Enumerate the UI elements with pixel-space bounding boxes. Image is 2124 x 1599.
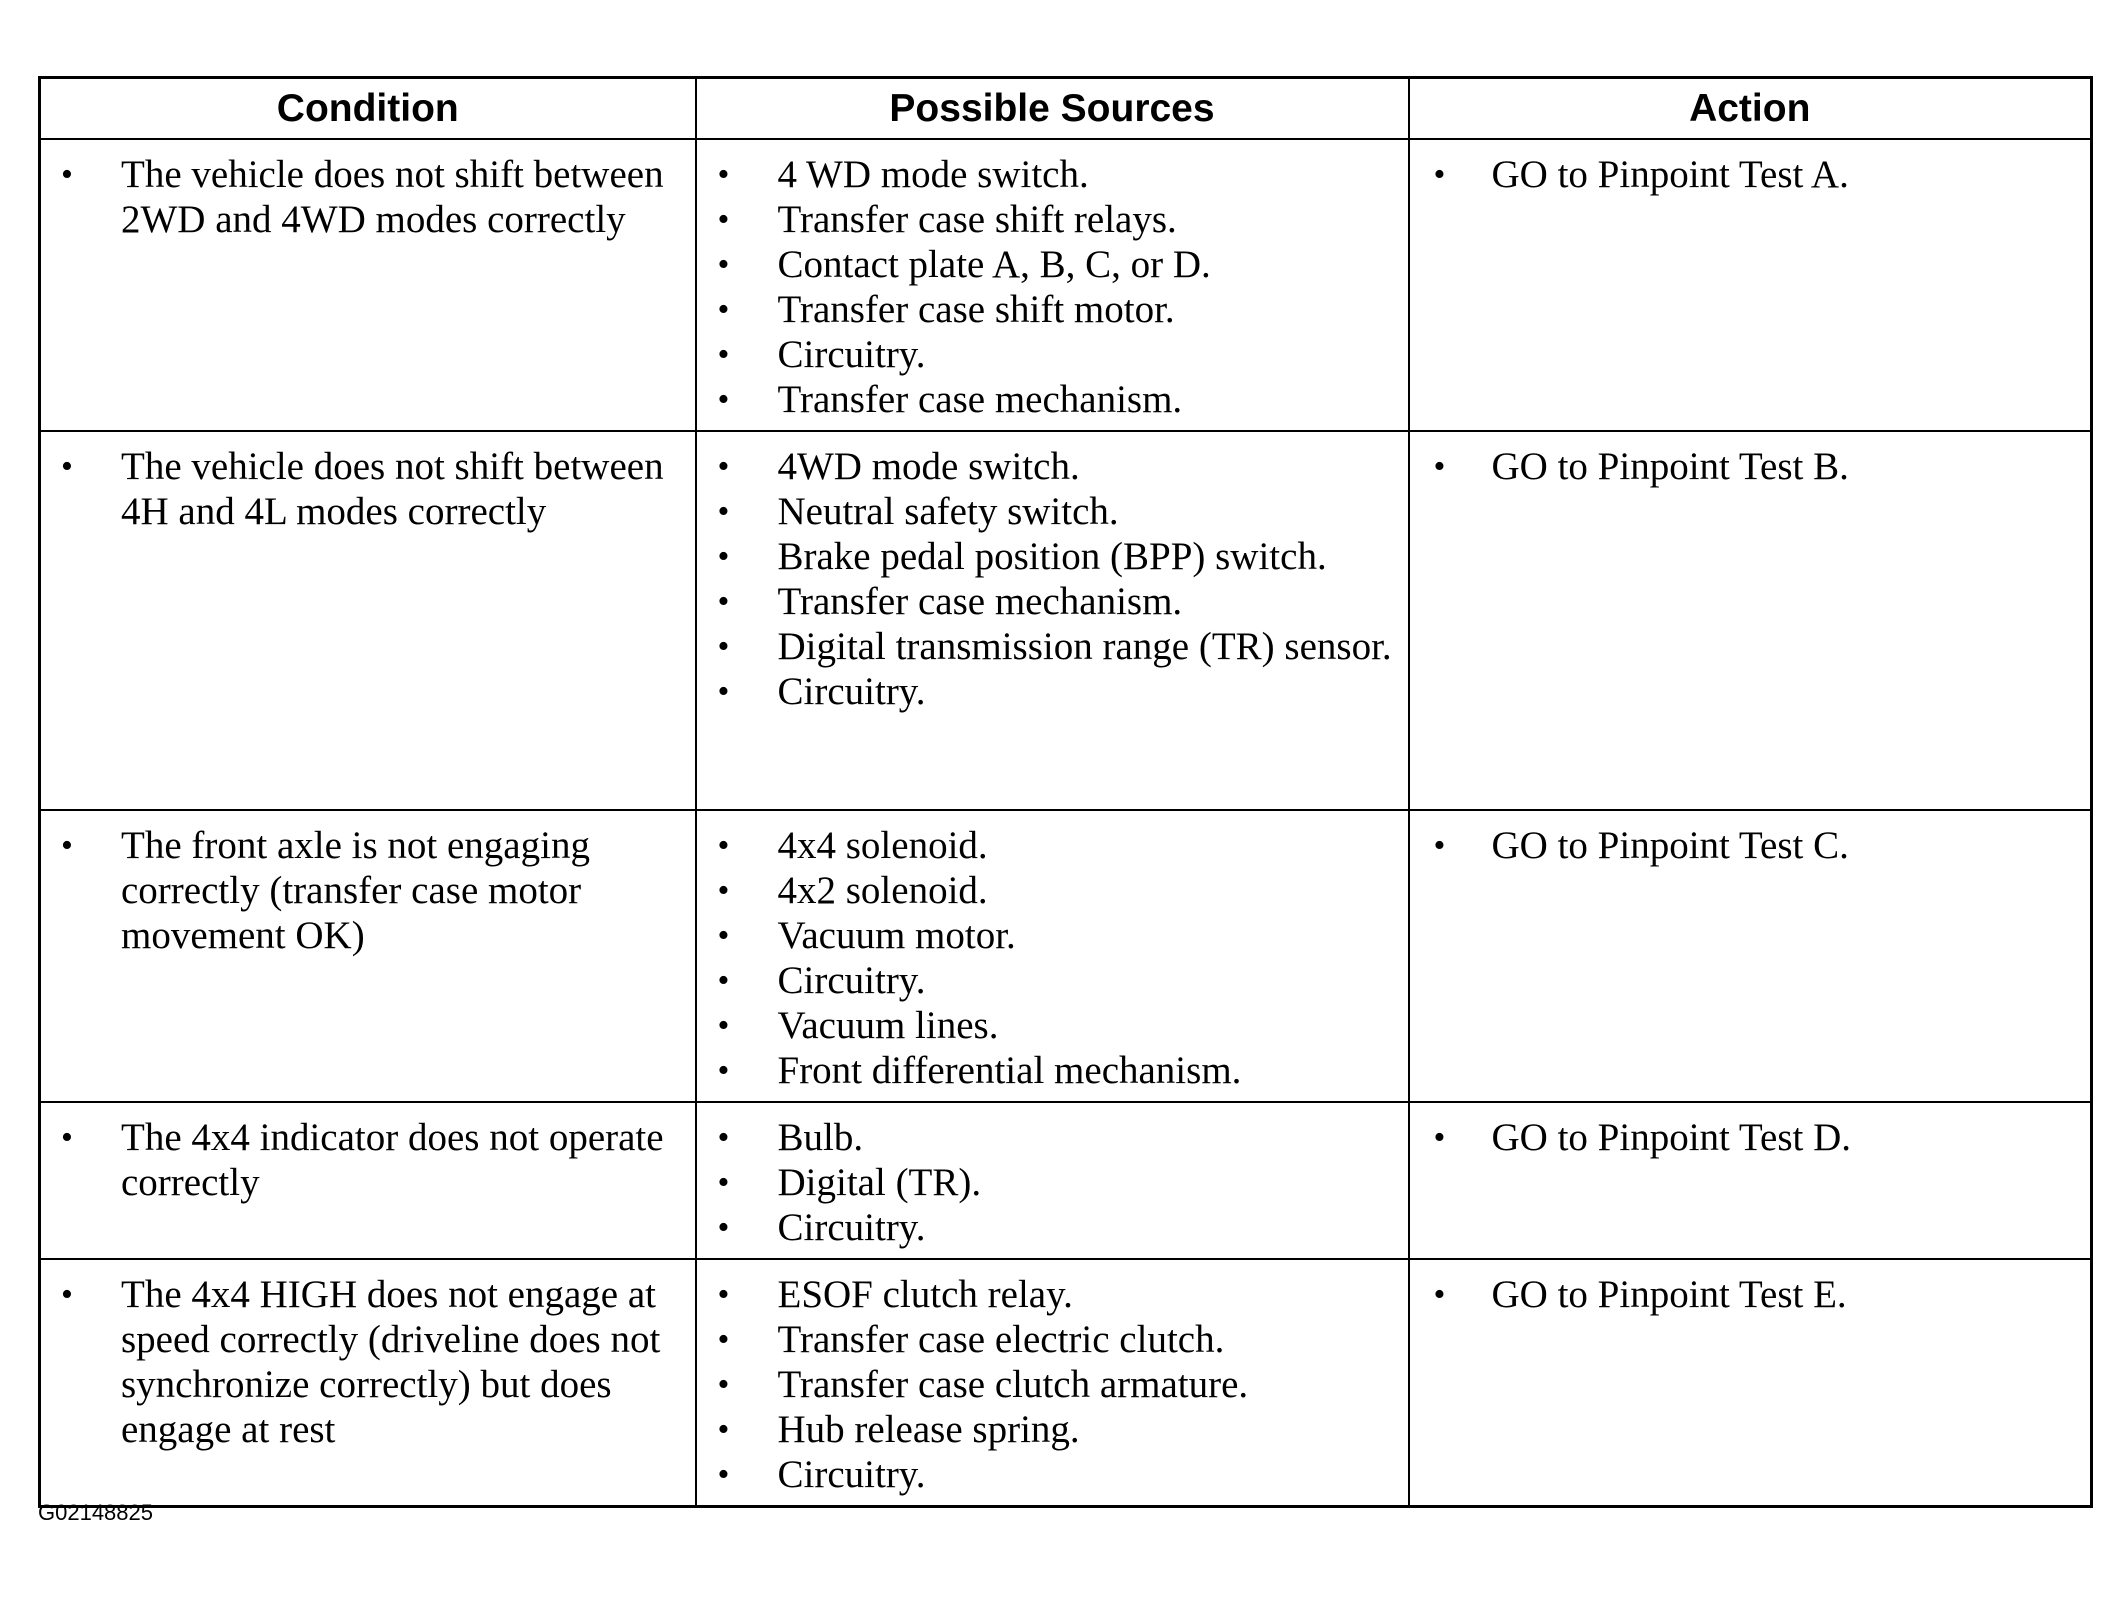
action-list	[1410, 1115, 2083, 1160]
table-row	[40, 810, 2092, 1102]
source-item: • Circuitry.	[697, 669, 1400, 714]
action-cell	[1409, 1102, 2092, 1259]
condition-cell	[40, 1259, 696, 1507]
condition-cell	[40, 810, 696, 1102]
table-row	[40, 1102, 2092, 1259]
source-item: • Circuitry.	[697, 958, 1400, 1003]
sources-cell	[696, 810, 1409, 1102]
condition-item: • The vehicle does not shift between 2WD and 4WD modes correctly	[41, 152, 687, 242]
condition-list	[41, 444, 687, 534]
action-list	[1410, 152, 2083, 197]
action-item: • GO to Pinpoint Test A.	[1410, 152, 2083, 197]
sources-list	[697, 152, 1400, 422]
action-cell	[1409, 431, 2092, 810]
diagnosis-table	[38, 76, 2093, 1508]
sources-cell	[696, 139, 1409, 431]
source-item: • Transfer case mechanism.	[697, 579, 1400, 624]
condition-list	[41, 152, 687, 242]
sources-cell	[696, 1259, 1409, 1507]
action-cell	[1409, 139, 2092, 431]
source-item: • Neutral safety switch.	[697, 489, 1400, 534]
source-item: • Digital transmission range (TR) sensor.	[697, 624, 1400, 669]
action-item: • GO to Pinpoint Test B.	[1410, 444, 2083, 489]
action-item: • GO to Pinpoint Test D.	[1410, 1115, 2083, 1160]
sources-cell	[696, 1102, 1409, 1259]
action-item: • GO to Pinpoint Test E.	[1410, 1272, 2083, 1317]
header-condition: Condition	[40, 78, 696, 140]
table-row	[40, 431, 2092, 810]
source-item: • 4x2 solenoid.	[697, 868, 1400, 913]
condition-cell	[40, 431, 696, 810]
condition-list	[41, 1115, 687, 1205]
condition-list	[41, 823, 687, 958]
action-cell	[1409, 810, 2092, 1102]
action-item: • GO to Pinpoint Test C.	[1410, 823, 2083, 868]
source-item: • Transfer case shift motor.	[697, 287, 1400, 332]
source-item: • 4 WD mode switch.	[697, 152, 1400, 197]
header-possible-sources: Possible Sources	[696, 78, 1409, 140]
action-list	[1410, 823, 2083, 868]
source-item: • Transfer case shift relays.	[697, 197, 1400, 242]
source-item: • 4WD mode switch.	[697, 444, 1400, 489]
source-item: • Vacuum lines.	[697, 1003, 1400, 1048]
sources-list	[697, 444, 1400, 714]
source-item: • Contact plate A, B, C, or D.	[697, 242, 1400, 287]
header-row	[40, 78, 2092, 140]
source-item: • Transfer case mechanism.	[697, 377, 1400, 422]
sources-list	[697, 823, 1400, 1093]
action-list	[1410, 444, 2083, 489]
action-cell	[1409, 1259, 2092, 1507]
source-item: • Digital (TR).	[697, 1160, 1400, 1205]
header-action: Action	[1409, 78, 2092, 140]
condition-cell	[40, 139, 696, 431]
condition-cell	[40, 1102, 696, 1259]
table-row	[40, 1259, 2092, 1507]
source-item: • 4x4 solenoid.	[697, 823, 1400, 868]
sources-cell	[696, 431, 1409, 810]
source-item: • Circuitry.	[697, 1205, 1400, 1250]
condition-item: • The 4x4 indicator does not operate correctly	[41, 1115, 687, 1205]
source-item: • Circuitry.	[697, 1452, 1400, 1497]
table-row	[40, 139, 2092, 431]
sources-list	[697, 1272, 1400, 1497]
source-item: • Brake pedal position (BPP) switch.	[697, 534, 1400, 579]
condition-item: • The 4x4 HIGH does not engage at speed correctly (driveline does not synchronize correctly) but does engage at rest	[41, 1272, 687, 1452]
action-list	[1410, 1272, 2083, 1317]
source-item: • ESOF clutch relay.	[697, 1272, 1400, 1317]
condition-item: • The front axle is not engaging correctly (transfer case motor movement OK)	[41, 823, 687, 958]
condition-list	[41, 1272, 687, 1452]
figure-id: G02148825	[38, 1500, 153, 1525]
source-item: • Transfer case electric clutch.	[697, 1317, 1400, 1362]
source-item: • Transfer case clutch armature.	[697, 1362, 1400, 1407]
sources-list	[697, 1115, 1400, 1250]
source-item: • Vacuum motor.	[697, 913, 1400, 958]
source-item: • Front differential mechanism.	[697, 1048, 1400, 1093]
source-item: • Bulb.	[697, 1115, 1400, 1160]
condition-item: • The vehicle does not shift between 4H and 4L modes correctly	[41, 444, 687, 534]
source-item: • Hub release spring.	[697, 1407, 1400, 1452]
source-item: • Circuitry.	[697, 332, 1400, 377]
